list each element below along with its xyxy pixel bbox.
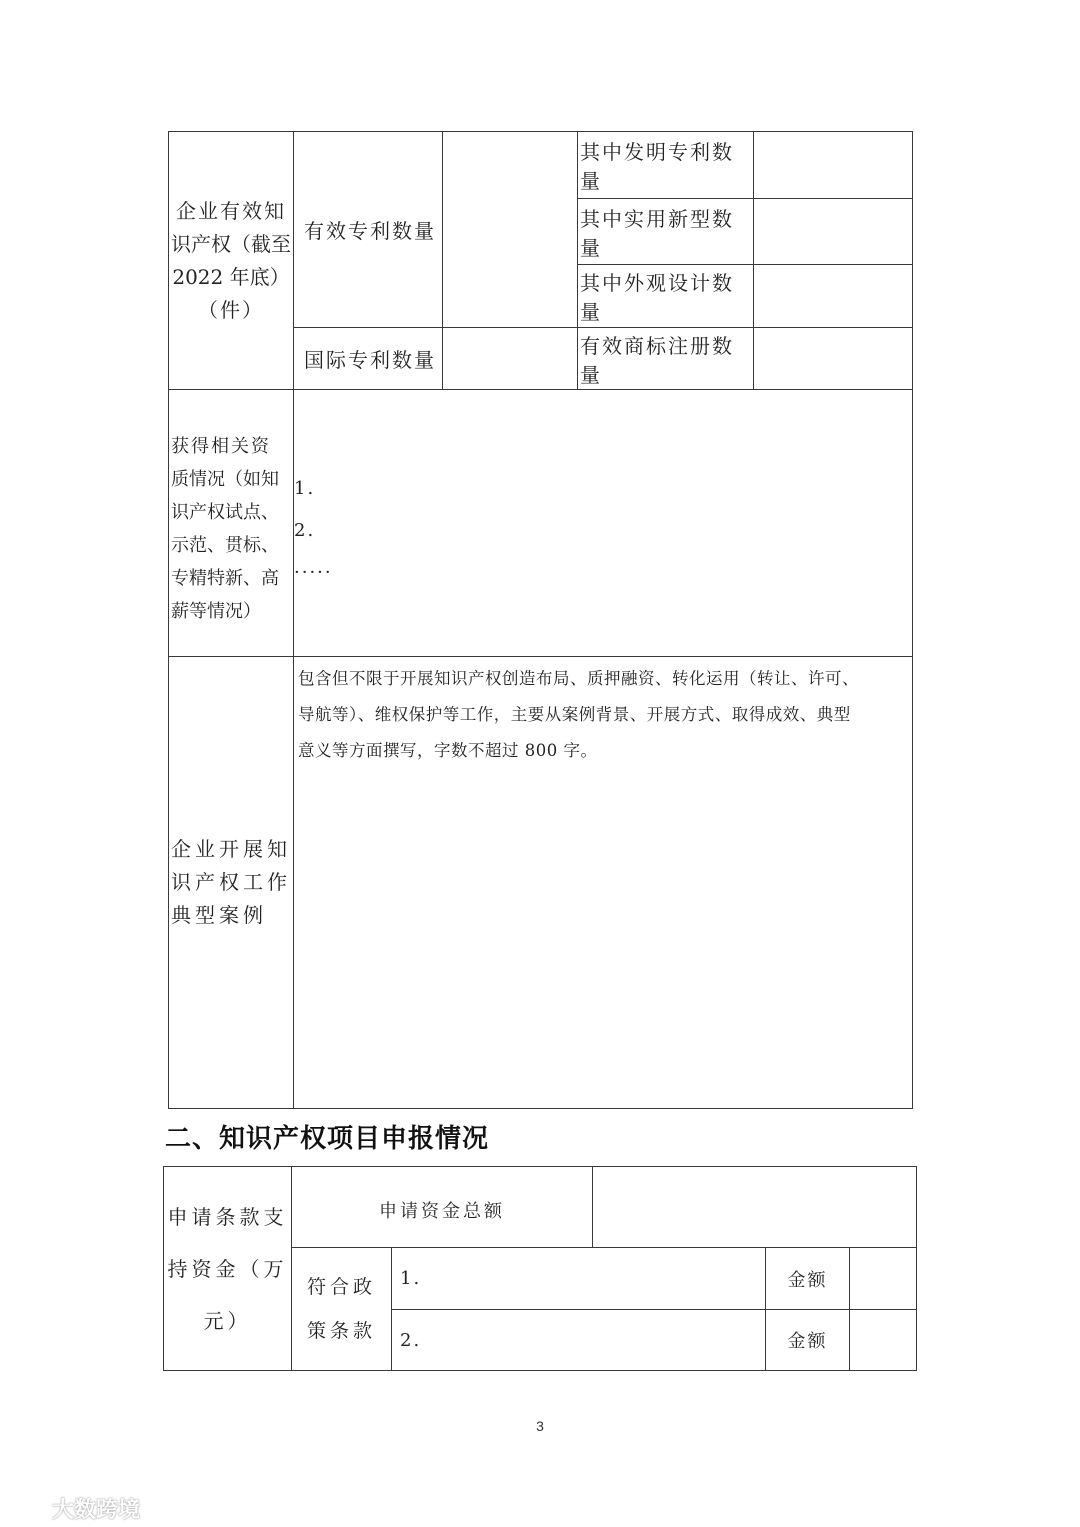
utility-text: 其中实用新型数量 (580, 206, 734, 260)
design-text: 其中外观设计数量 (580, 271, 734, 324)
design-patents-label (577, 264, 754, 328)
qual-label-line: 识产权试点、 (171, 502, 279, 523)
amount-label-text: 金额 (787, 1269, 828, 1291)
support-funds-label-cell (163, 1166, 292, 1371)
intl-patents-label (293, 327, 443, 390)
amount-label-2 (765, 1309, 850, 1371)
support-label-line: 持资金（万 (167, 1256, 288, 1281)
clause-row-1[interactable] (391, 1247, 766, 1310)
qual-label-line: 获得相关资 (171, 436, 271, 457)
ip-label-line: 识产权（截至 (171, 231, 291, 256)
qual-label-line: 质情况（如知 (171, 469, 279, 490)
qual-item-2: 2. (294, 520, 316, 541)
case-label-line: 典型案例 (171, 903, 267, 927)
support-label-line: 申请条款支 (167, 1204, 288, 1229)
intl-patents-text: 国际专利数量 (304, 348, 436, 372)
amount-value-2[interactable] (849, 1309, 917, 1371)
total-funds-text: 申请资金总额 (379, 1201, 505, 1222)
ip-label-cell (168, 131, 294, 390)
ip-label-line: 2022 年底） (172, 264, 290, 289)
qual-item-ellipsis: ····· (294, 562, 333, 583)
page-number: 3 (536, 1418, 544, 1434)
amount-value-1[interactable] (849, 1247, 917, 1310)
policy-label-line: 符合政 (306, 1276, 376, 1298)
invention-patents-label (577, 131, 754, 199)
valid-patents-text: 有效专利数量 (304, 219, 436, 243)
case-content[interactable] (293, 656, 913, 1109)
weibo-logo-icon (8, 1495, 46, 1523)
watermark (8, 1493, 140, 1524)
trademarks-value[interactable] (753, 327, 913, 390)
trademarks-label (577, 327, 754, 390)
utility-models-value[interactable] (753, 198, 913, 265)
intl-patents-value[interactable] (442, 327, 578, 390)
amount-label-1 (765, 1247, 850, 1310)
total-funds-label (291, 1166, 593, 1248)
case-label-cell (168, 656, 294, 1109)
clause-no-2: 2. (400, 1329, 422, 1351)
qualifications-content[interactable] (293, 389, 913, 657)
policy-label-line: 策条款 (306, 1320, 376, 1342)
watermark-text: 大数跨境 (52, 1498, 141, 1523)
ip-label-line: 企业有效知 (176, 198, 286, 223)
section-2-heading: 二、知识产权项目申报情况 (165, 1124, 490, 1154)
case-label-line: 识产权工作 (171, 870, 291, 894)
total-funds-value[interactable] (592, 1166, 917, 1248)
qual-label-line: 专精特新、高 (171, 568, 279, 589)
qualifications-label-cell (168, 389, 294, 657)
valid-patents-value[interactable] (442, 131, 578, 328)
support-label-line: 元） (203, 1308, 252, 1333)
amount-label-text: 金额 (787, 1331, 828, 1352)
case-desc-line: 意义等方面撰写，字数不超过 800 字。 (298, 741, 598, 760)
case-label-line: 企业开展知 (171, 837, 291, 861)
design-patents-value[interactable] (753, 264, 913, 328)
trademarks-text: 有效商标注册数量 (580, 333, 734, 387)
case-desc-line: 导航等）、维权保护等工作，主要从案例背景、开展方式、取得成效、典型 (298, 705, 851, 724)
utility-models-label (577, 198, 754, 265)
valid-patents-label (293, 131, 443, 328)
qual-label-line: 薪等情况） (171, 601, 261, 622)
policy-clauses-label-cell (291, 1247, 392, 1371)
case-desc-line: 包含但不限于开展知识产权创造布局、质押融资、转化运用（转让、许可、 (298, 669, 859, 688)
invention-text: 其中发明专利数量 (580, 140, 734, 193)
invention-patents-value[interactable] (753, 131, 913, 199)
qual-item-1: 1. (294, 478, 316, 499)
clause-row-2[interactable] (391, 1309, 766, 1371)
qual-label-line: 示范、贯标、 (171, 535, 279, 556)
clause-no-1: 1. (400, 1268, 422, 1289)
ip-label-line: （件） (198, 297, 264, 322)
